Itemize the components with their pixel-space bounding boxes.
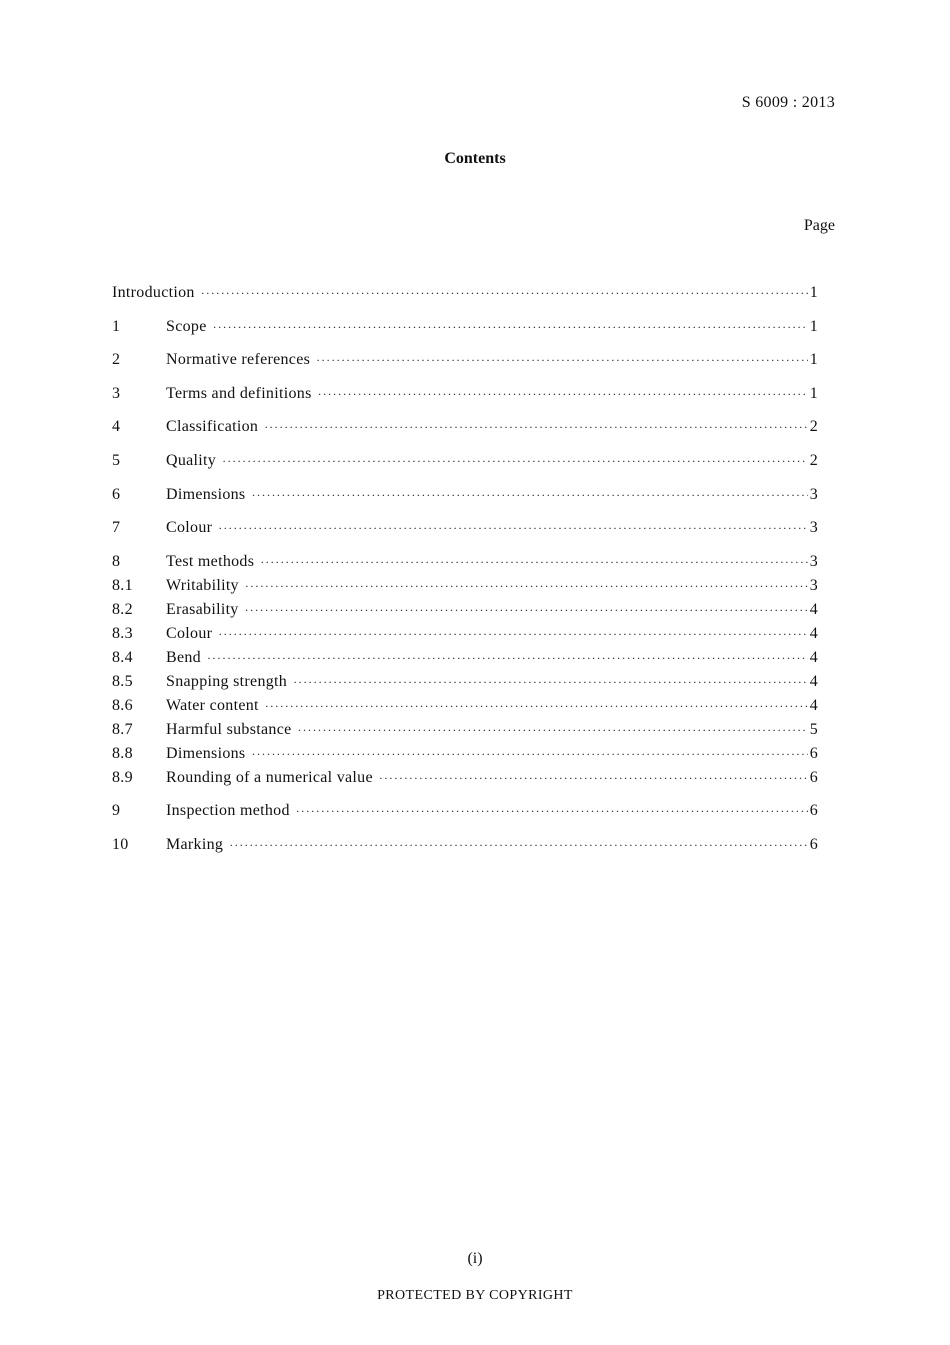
document-id: S 6009 : 2013 bbox=[741, 94, 835, 111]
dot-leader bbox=[298, 718, 808, 742]
toc-entry-label: Colour bbox=[166, 519, 213, 537]
toc-entry-page: 1 bbox=[809, 351, 818, 369]
toc-entry-number: 4 bbox=[112, 418, 121, 436]
dot-leader bbox=[251, 483, 807, 507]
toc-entry-label: Inspection method bbox=[166, 802, 290, 820]
page-column-heading: Page bbox=[803, 217, 835, 234]
toc-subentry[interactable] bbox=[112, 766, 818, 790]
toc-entry-label: Marking bbox=[166, 835, 224, 853]
toc-entry[interactable] bbox=[112, 833, 818, 857]
toc-entry-page: 1 bbox=[809, 284, 818, 301]
toc-entry-label: Water content bbox=[166, 696, 259, 714]
toc-subentry[interactable] bbox=[112, 622, 818, 646]
toc-entry-label: Quality bbox=[166, 451, 217, 469]
toc-entry-number: 8.5 bbox=[112, 672, 133, 690]
toc-entry-page: 6 bbox=[809, 744, 818, 762]
dot-leader bbox=[264, 415, 808, 439]
toc-entry-page: 6 bbox=[809, 835, 818, 853]
toc-entry-number: 8.3 bbox=[112, 624, 133, 642]
toc-entry-label: Classification bbox=[166, 418, 259, 436]
toc-entry[interactable] bbox=[112, 483, 818, 507]
dot-leader bbox=[245, 598, 808, 622]
dot-leader bbox=[207, 646, 808, 670]
toc-entry[interactable] bbox=[112, 550, 818, 574]
toc-subentry[interactable] bbox=[112, 670, 818, 694]
toc-entry-page: 1 bbox=[809, 317, 818, 335]
toc-entry-page: 4 bbox=[809, 624, 818, 642]
toc-subentry[interactable] bbox=[112, 718, 818, 742]
dot-leader bbox=[316, 348, 808, 372]
toc-entry-page: 3 bbox=[809, 576, 818, 594]
toc-entry-number: 6 bbox=[112, 485, 121, 503]
toc-subentry[interactable] bbox=[112, 694, 818, 718]
toc-subentry[interactable] bbox=[112, 598, 818, 622]
toc-entry-label: Introduction bbox=[112, 284, 195, 301]
toc-entry-page: 4 bbox=[809, 600, 818, 618]
toc-entry-page: 3 bbox=[809, 485, 818, 503]
toc-entry-number: 8.9 bbox=[112, 768, 133, 786]
toc-entry[interactable] bbox=[112, 382, 818, 406]
toc-entry-label: Dimensions bbox=[166, 485, 246, 503]
toc-entry-label: Writability bbox=[166, 576, 239, 594]
dot-leader bbox=[260, 550, 807, 574]
toc-entry-number: 8.2 bbox=[112, 600, 133, 618]
toc-entry-page: 2 bbox=[809, 451, 818, 469]
toc-entry-page: 4 bbox=[809, 696, 818, 714]
toc-entry[interactable] bbox=[112, 516, 818, 540]
toc-entry-number: 9 bbox=[112, 802, 121, 820]
dot-leader bbox=[318, 382, 808, 406]
toc-entry-page: 4 bbox=[809, 672, 818, 690]
toc-subentry[interactable] bbox=[112, 646, 818, 670]
toc-entry-label: Scope bbox=[166, 317, 207, 335]
toc-entry-page: 6 bbox=[809, 802, 818, 820]
toc-entry-label: Harmful substance bbox=[166, 720, 292, 738]
toc-entry-label: Rounding of a numerical value bbox=[166, 768, 373, 786]
toc-entry[interactable] bbox=[112, 315, 818, 339]
dot-leader bbox=[201, 281, 808, 305]
toc-entry-label: Normative references bbox=[166, 351, 311, 369]
dot-leader bbox=[293, 670, 808, 694]
toc-entry-label: Test methods bbox=[166, 552, 255, 570]
toc-entry-number: 5 bbox=[112, 451, 121, 469]
toc-entry-label: Terms and definitions bbox=[166, 384, 312, 402]
toc-entry[interactable] bbox=[112, 415, 818, 439]
dot-leader bbox=[218, 622, 807, 646]
toc-entry-page: 4 bbox=[809, 648, 818, 666]
dot-leader bbox=[265, 694, 808, 718]
copyright-notice: PROTECTED BY COPYRIGHT bbox=[377, 1288, 573, 1303]
dot-leader bbox=[379, 766, 808, 790]
toc-entry[interactable] bbox=[112, 348, 818, 372]
toc-entry-number: 8.1 bbox=[112, 576, 133, 594]
toc-subentry[interactable] bbox=[112, 742, 818, 766]
toc-entry-label: Erasability bbox=[166, 600, 239, 618]
table-of-contents bbox=[112, 281, 818, 857]
toc-entry-page: 3 bbox=[809, 552, 818, 570]
toc-entry-number: 8.4 bbox=[112, 648, 133, 666]
toc-entry-label: Bend bbox=[166, 648, 201, 666]
dot-leader bbox=[245, 574, 808, 598]
toc-entry-page: 1 bbox=[809, 384, 818, 402]
toc-subentry[interactable] bbox=[112, 574, 818, 598]
toc-entry-label: Dimensions bbox=[166, 744, 246, 762]
dot-leader bbox=[213, 315, 808, 339]
toc-entry-number: 8.6 bbox=[112, 696, 133, 714]
toc-entry-number: 3 bbox=[112, 384, 121, 402]
toc-entry-number: 2 bbox=[112, 351, 121, 369]
toc-entry-introduction[interactable] bbox=[112, 281, 818, 305]
dot-leader bbox=[229, 833, 807, 857]
toc-entry-page: 2 bbox=[809, 418, 818, 436]
toc-entry-page: 3 bbox=[809, 519, 818, 537]
toc-entry[interactable] bbox=[112, 449, 818, 473]
footer-page-number: (i) bbox=[467, 1250, 483, 1267]
toc-entry-number: 7 bbox=[112, 519, 121, 537]
dot-leader bbox=[222, 449, 808, 473]
toc-entry-number: 1 bbox=[112, 317, 121, 335]
toc-entry-number: 8 bbox=[112, 552, 121, 570]
page-title: Contents bbox=[444, 150, 506, 167]
dot-leader bbox=[251, 742, 807, 766]
toc-entry-number: 8.8 bbox=[112, 744, 133, 762]
toc-entry[interactable] bbox=[112, 799, 818, 823]
toc-entry-label: Snapping strength bbox=[166, 672, 288, 690]
dot-leader bbox=[218, 516, 807, 540]
toc-entry-page: 6 bbox=[809, 768, 818, 786]
dot-leader bbox=[296, 799, 808, 823]
toc-entry-number: 8.7 bbox=[112, 720, 133, 738]
toc-entry-number: 10 bbox=[112, 835, 129, 853]
toc-entry-label: Colour bbox=[166, 624, 213, 642]
toc-entry-page: 5 bbox=[809, 720, 818, 738]
